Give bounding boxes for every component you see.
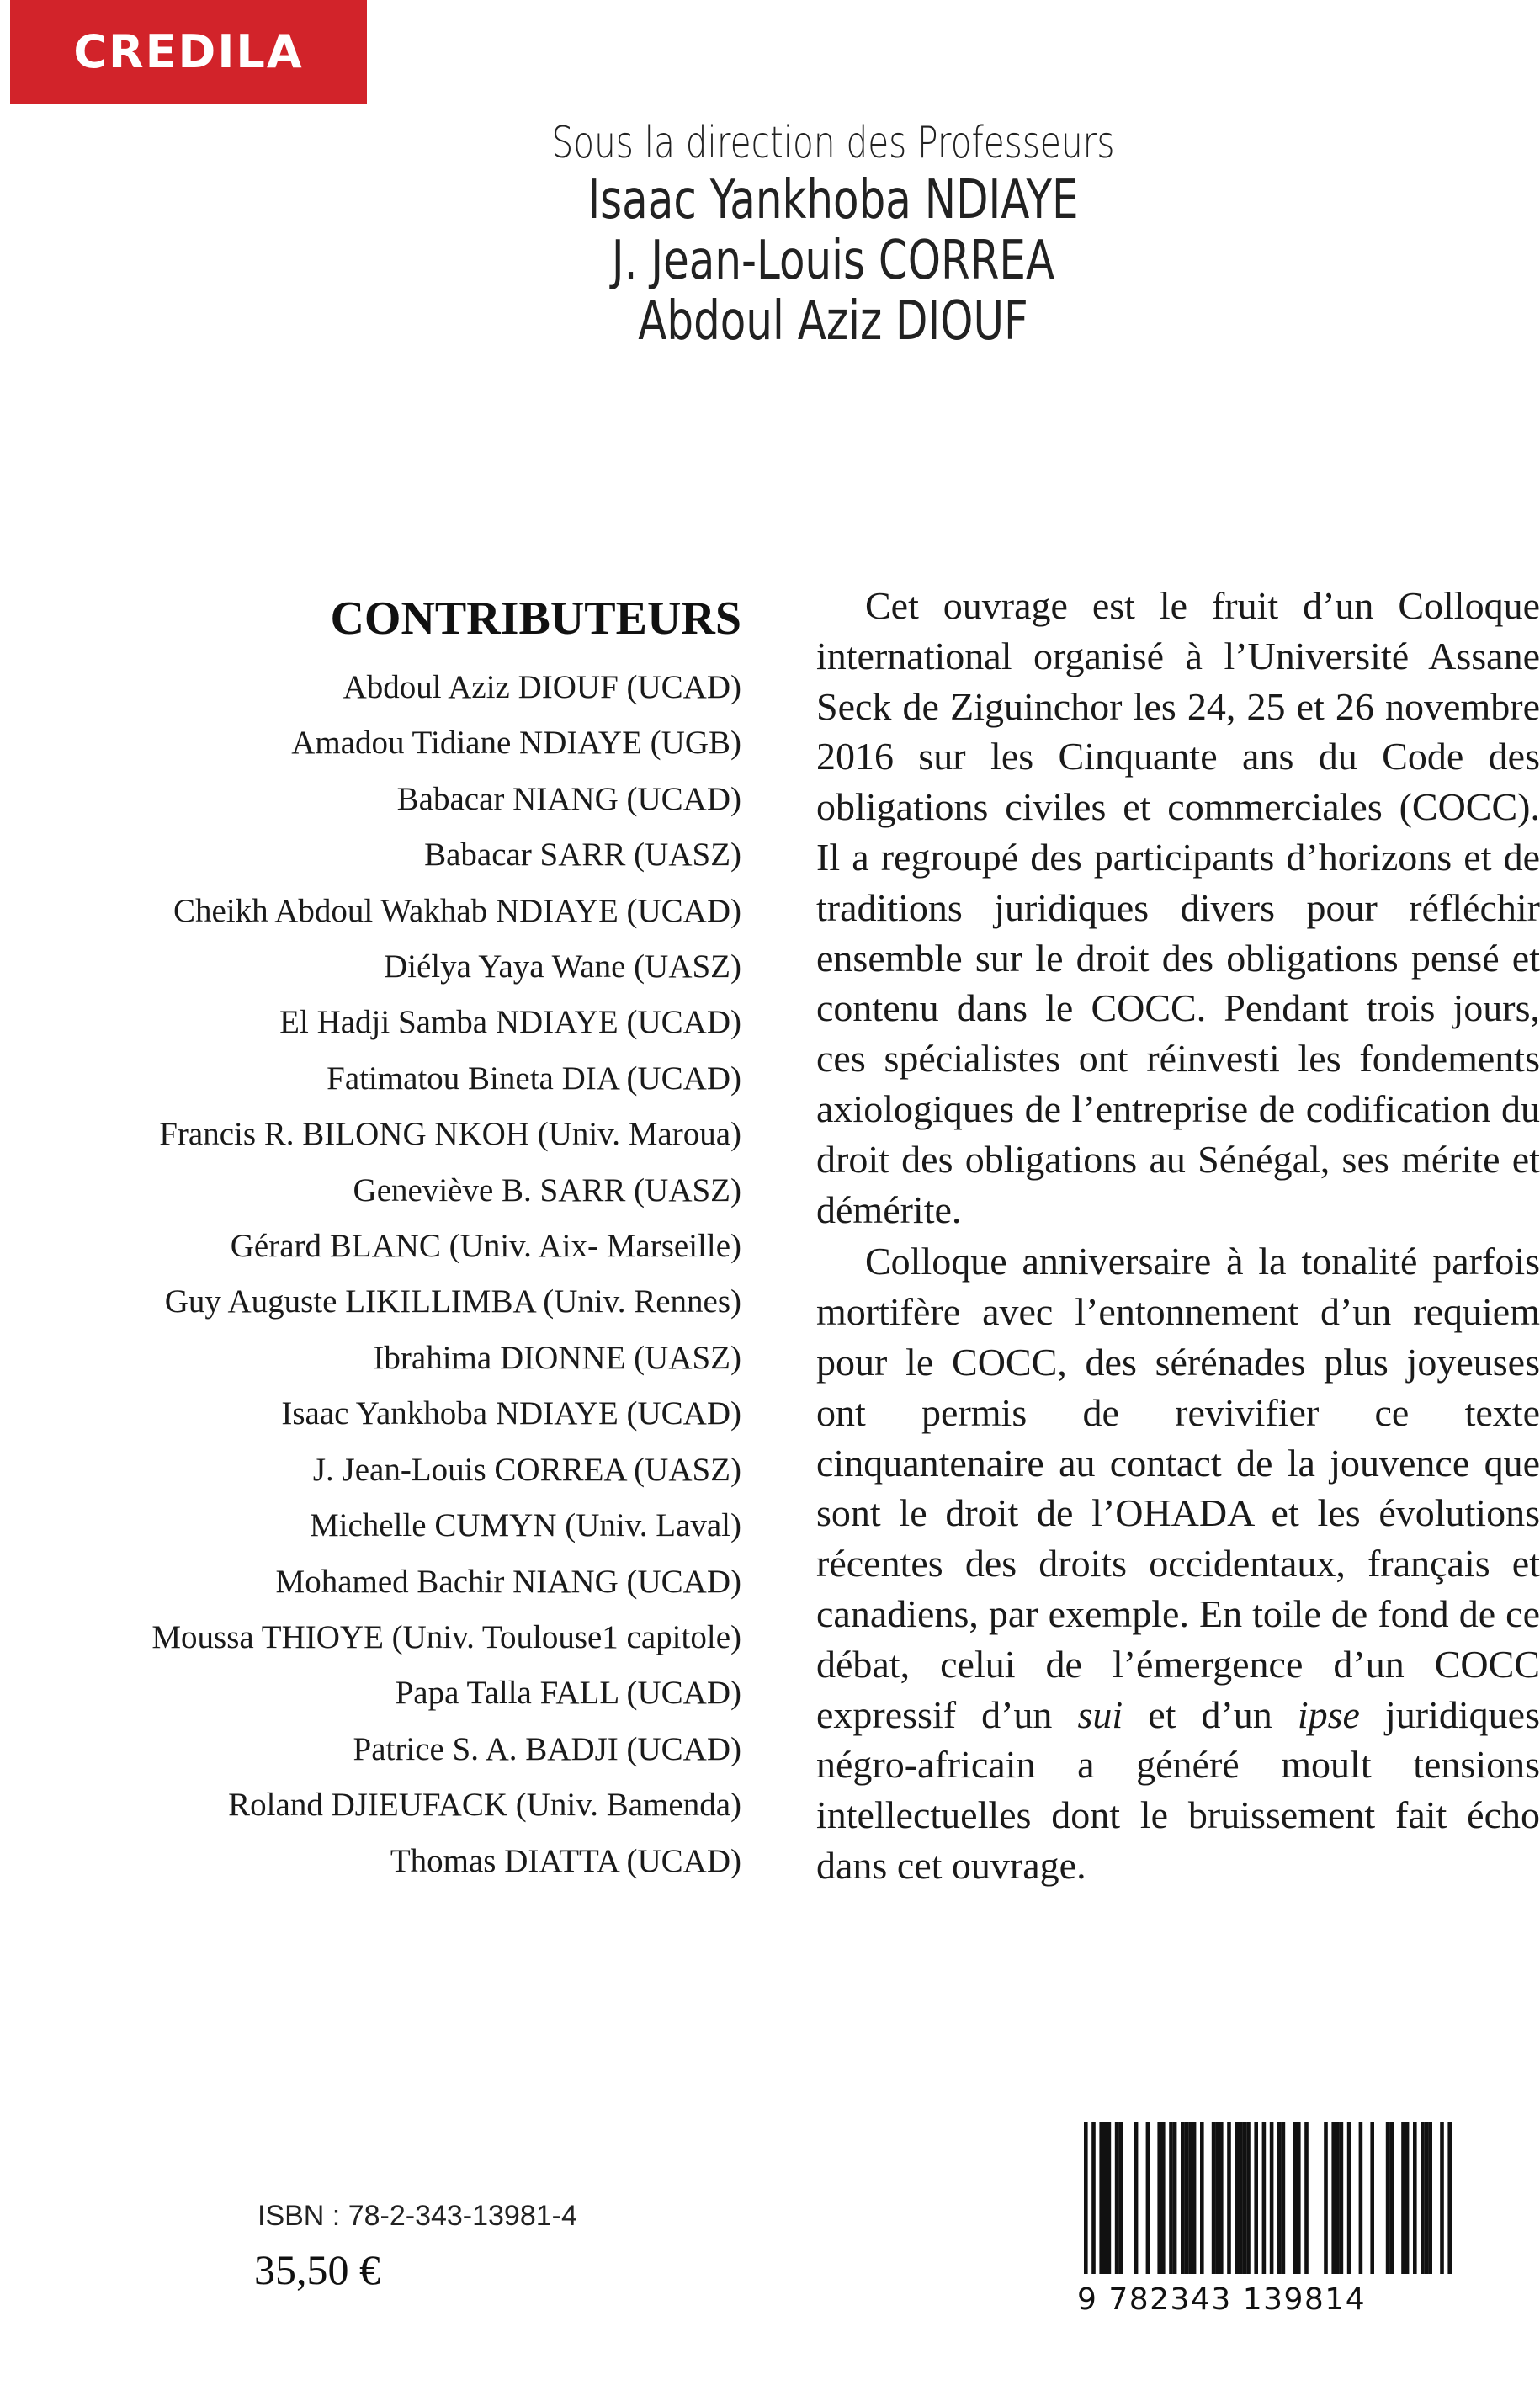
publisher-logo-text: CREDILA xyxy=(73,25,304,78)
barcode-bar xyxy=(1277,2122,1282,2274)
contributor-name: Abdoul Aziz DIOUF (UCAD) xyxy=(343,669,741,705)
contributors-section xyxy=(51,589,741,1889)
contributor-name: Babacar SARR (UASZ) xyxy=(424,837,741,874)
barcode-bar xyxy=(1239,2122,1243,2274)
contributor-name: Fatimatou Bineta DIA (UCAD) xyxy=(327,1060,741,1097)
barcode-bar xyxy=(1401,2122,1405,2274)
barcode-bar xyxy=(1227,2122,1231,2274)
contributor-name: Isaac Yankhoba NDIAYE (UCAD) xyxy=(281,1395,741,1432)
summary-paragraph-1: Cet ouvrage est le fruit d’un Colloque international organisé à l’Université Assane Seck de Ziguinchor les 24, 25 et 26 novembre 2016 sur les Cinquante ans du Code des obligations civiles et commerciales (COCC). Il a regroupé des participants d’horizons et de traditions juridiques divers pour réfléchir ensemble sur le droit des obligations pensé et contenu dans le COCC. Pendant trois jours, ces spécialistes ont réinvesti les fondements axiologiques de l’entreprise de codification du droit des obligations au Sénégal, ses mérite et démérite. xyxy=(816,584,1540,1231)
barcode-bar xyxy=(1425,2122,1429,2274)
barcode-bar xyxy=(1200,2122,1204,2274)
barcode-graphic xyxy=(1069,2121,1482,2317)
contributor-name: Gérard BLANC (Univ. Aix- Marseille) xyxy=(230,1228,741,1265)
barcode-bar xyxy=(1304,2122,1309,2274)
barcode-bar xyxy=(1243,2122,1247,2274)
professor-name: Abdoul Aziz DIOUF xyxy=(638,290,1028,353)
isbn-text: ISBN : 78-2-343-13981-4 xyxy=(258,2200,577,2232)
barcode-bar xyxy=(1146,2122,1150,2274)
barcode-bar xyxy=(1246,2122,1251,2274)
barcode-bar xyxy=(1215,2122,1219,2274)
barcode-bar xyxy=(1115,2122,1119,2274)
contributor-name: Guy Auguste LIKILLIMBA (Univ. Rennes) xyxy=(164,1283,741,1320)
contributor-name: Moussa THIOYE (Univ. Toulouse1 capitole) xyxy=(151,1618,741,1655)
summary-text: juridiques négro-africain a généré moult tensions intellectuelles dont le bruissement fait écho dans cet ouvrage. xyxy=(816,1692,1540,1887)
barcode-bar xyxy=(1118,2122,1123,2274)
contributor-name: Francis R. BILONG NKOH (Univ. Maroua) xyxy=(159,1116,741,1153)
contributors-heading: CONTRIBUTEURS xyxy=(330,592,741,645)
barcode-bar xyxy=(1173,2122,1177,2274)
barcode-bar xyxy=(1103,2122,1107,2274)
barcode-bar xyxy=(1440,2122,1444,2274)
barcode-bar xyxy=(1188,2122,1192,2274)
barcode-bar xyxy=(1340,2122,1344,2274)
barcode-bar xyxy=(1212,2122,1216,2274)
book-summary xyxy=(816,581,1540,1893)
barcode-bar xyxy=(1235,2122,1239,2274)
barcode-bar xyxy=(1157,2122,1161,2274)
contributor-name: Cheikh Abdoul Wakhab NDIAYE (UCAD) xyxy=(173,892,741,929)
contributor-name: Mohamed Bachir NIANG (UCAD) xyxy=(275,1563,741,1600)
barcode-bar xyxy=(1107,2122,1112,2274)
publisher-logo xyxy=(10,0,367,104)
barcode-bar xyxy=(1297,2122,1301,2274)
contributor-name: J. Jean-Louis CORREA (UASZ) xyxy=(312,1451,741,1488)
direction-block xyxy=(551,116,1116,352)
barcode-bar xyxy=(1219,2122,1224,2274)
barcode-bar xyxy=(1428,2122,1432,2274)
barcode-bar xyxy=(1359,2122,1363,2274)
barcode xyxy=(1069,2121,1482,2317)
barcode-bar xyxy=(1254,2122,1258,2274)
contributor-name: Ibrahima DIONNE (UASZ) xyxy=(373,1339,741,1376)
contributor-name: Babacar NIANG (UCAD) xyxy=(396,780,741,817)
barcode-bar xyxy=(1134,2122,1139,2274)
contributor-name: Diélya Yaya Wane (UASZ) xyxy=(383,948,741,985)
contributor-name: Geneviève B. SARR (UASZ) xyxy=(353,1171,741,1208)
contributor-name: Thomas DIATTA (UCAD) xyxy=(390,1842,741,1879)
barcode-bar xyxy=(1099,2122,1103,2274)
barcode-bar xyxy=(1389,2122,1394,2274)
barcode-bar xyxy=(1262,2122,1267,2274)
summary-italic: ipse xyxy=(1297,1692,1360,1736)
summary-italic: sui xyxy=(1077,1692,1123,1736)
contributor-name: Papa Talla FALL (UCAD) xyxy=(395,1675,741,1712)
professor-name: Isaac Yankhoba NDIAYE xyxy=(587,169,1079,231)
contributor-name: Patrice S. A. BADJI (UCAD) xyxy=(353,1730,741,1767)
barcode-bar xyxy=(1091,2122,1096,2274)
barcode-bar xyxy=(1181,2122,1185,2274)
barcode-bar xyxy=(1185,2122,1189,2274)
barcode-bar xyxy=(1331,2122,1336,2274)
barcode-bar xyxy=(1270,2122,1274,2274)
barcode-bar xyxy=(1282,2122,1286,2274)
professor-name: J. Jean-Louis CORREA xyxy=(611,230,1055,292)
barcode-bars xyxy=(1084,2122,1452,2274)
contributor-name: Roland DJIEUFACK (Univ. Bamenda) xyxy=(228,1787,741,1824)
price-text: 35,50 € xyxy=(254,2246,380,2293)
barcode-bar xyxy=(1405,2122,1410,2274)
summary-paragraph-2 xyxy=(816,1236,1540,1890)
contributors-list xyxy=(51,660,741,1889)
contributor-name: Amadou Tidiane NDIAYE (UGB) xyxy=(291,725,741,762)
barcode-bar xyxy=(1447,2122,1452,2274)
barcode-bar xyxy=(1336,2122,1340,2274)
summary-text: Colloque anniversaire à la tonalité parfois mortifère avec l’entonnement d’un requiem pour le COCC, des sérénades plus joyeuses ont permis de revivifier ce texte cinquantenaire au contact de la jouvence que sont le droit de l’OHADA et les évolutions récentes des droits occidentaux, français et canadiens, par exemple. En toile de fond de ce débat, celui de l’émergence d’un COCC expressif d’un xyxy=(816,1240,1540,1736)
barcode-bar xyxy=(1161,2122,1166,2274)
barcode-bar xyxy=(1324,2122,1328,2274)
contributor-name: Michelle CUMYN (Univ. Laval) xyxy=(309,1507,741,1544)
summary-text: et d’un xyxy=(1123,1692,1298,1736)
contributor-name: El Hadji Samba NDIAYE (UCAD) xyxy=(279,1004,741,1041)
direction-lead: Sous la direction des Professeurs xyxy=(551,118,1115,168)
barcode-bar xyxy=(1169,2122,1173,2274)
barcode-bar xyxy=(1370,2122,1374,2274)
barcode-bar xyxy=(1413,2122,1417,2274)
barcode-bar xyxy=(1192,2122,1197,2274)
barcode-bar xyxy=(1084,2122,1088,2274)
barcode-bar xyxy=(1293,2122,1297,2274)
barcode-bar xyxy=(1386,2122,1390,2274)
barcode-bar xyxy=(1421,2122,1425,2274)
barcode-digits: 9 782343 139814 xyxy=(1077,2282,1367,2317)
barcode-bar xyxy=(1347,2122,1351,2274)
